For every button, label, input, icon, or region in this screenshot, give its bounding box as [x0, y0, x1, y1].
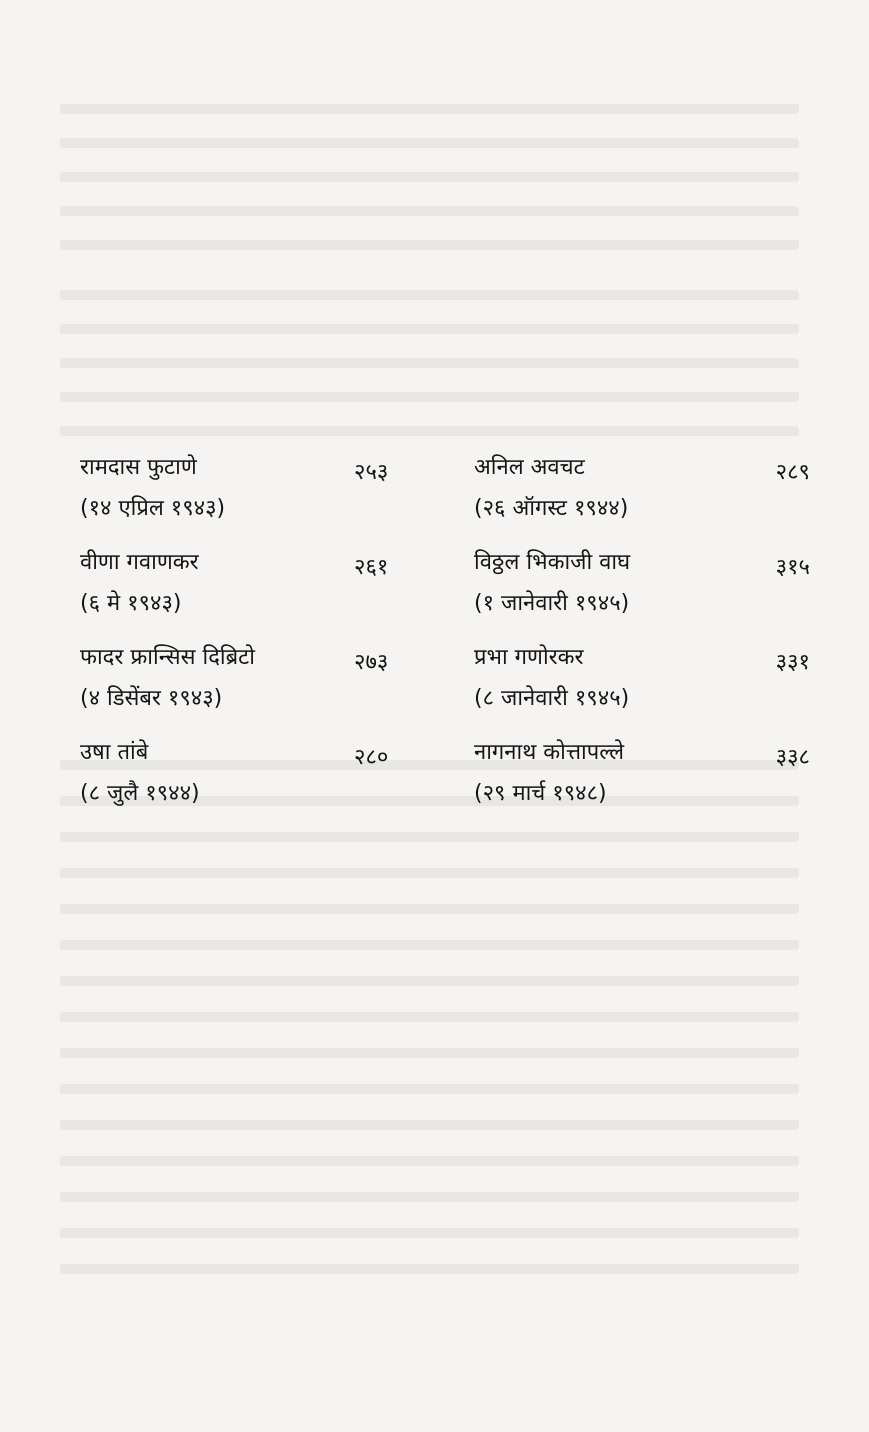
author-name: वीणा गवाणकर	[80, 550, 199, 575]
birth-date: (१४ एप्रिल १९४३)	[80, 496, 226, 521]
page-number: २५३	[354, 460, 389, 485]
author-name: फादर फ्रान्सिस दिब्रिटो	[80, 645, 255, 670]
birth-date: (६ मे १९४३)	[80, 591, 182, 616]
toc-row	[80, 738, 810, 833]
page-number: ३३१	[775, 650, 810, 675]
page-number: २८०	[354, 745, 389, 770]
author-name: अनिल अवचट	[474, 455, 585, 480]
author-name: उषा तांबे	[80, 740, 149, 765]
author-name: नागनाथ कोत्तापल्ले	[474, 740, 625, 765]
author-name: रामदास फुटाणे	[80, 455, 197, 480]
author-name: विठ्ठल भिकाजी वाघ	[474, 550, 631, 575]
page-number: २६१	[354, 555, 389, 580]
page-number: ३१५	[775, 555, 810, 580]
toc-row	[80, 453, 810, 548]
table-of-contents	[80, 453, 810, 833]
birth-date: (२९ मार्च १९४८)	[474, 781, 607, 806]
page-number: २७३	[354, 650, 389, 675]
birth-date: (४ डिसेंबर १९४३)	[80, 686, 223, 711]
birth-date: (८ जानेवारी १९४५)	[474, 686, 630, 711]
birth-date: (१ जानेवारी १९४५)	[474, 591, 630, 616]
birth-date: (८ जुलै १९४४)	[80, 781, 200, 806]
toc-row	[80, 643, 810, 738]
birth-date: (२६ ऑगस्ट १९४४)	[474, 496, 629, 521]
page-number: ३३८	[775, 745, 810, 770]
page-number: २८९	[775, 460, 810, 485]
toc-row	[80, 548, 810, 643]
author-name: प्रभा गणोरकर	[474, 645, 584, 670]
